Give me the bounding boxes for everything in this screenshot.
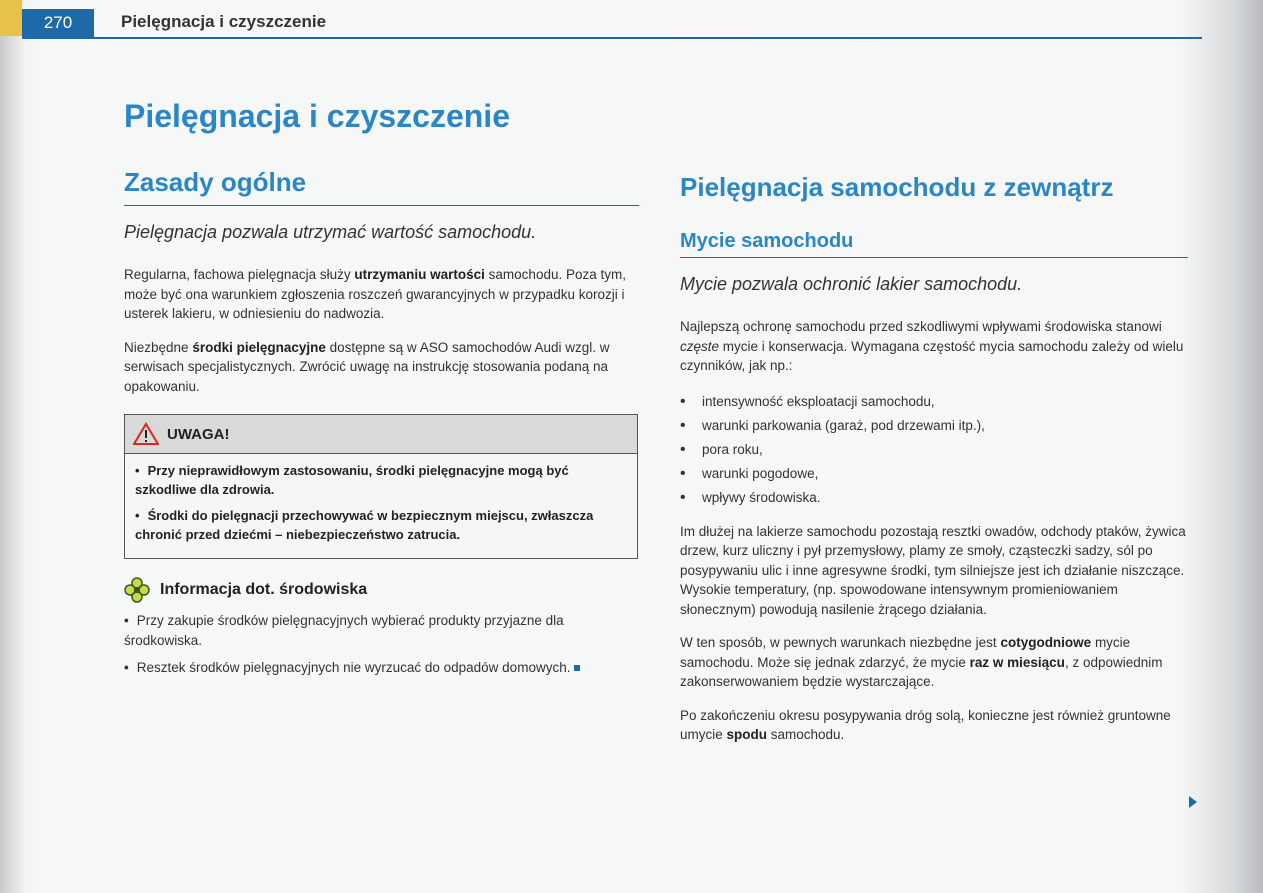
list-item: • wpływy środowiska.	[680, 486, 1188, 510]
flower-icon	[124, 577, 150, 603]
chapter-tab	[0, 0, 22, 36]
binding-edge	[0, 0, 22, 893]
warning-body	[125, 454, 637, 558]
paragraph-frequency: W ten sposób, w pewnych warunkach niezbędne jest cotygodniowe mycie samochodu. Może się jednak zdarzyć, że mycie raz w miesiącu, z odpowiednim zakonserwowaniem będzie wystarczające.	[680, 635, 1163, 689]
subsection-title-washing: Mycie samochodu	[680, 230, 1188, 258]
running-title: Pielęgnacja i czyszczenie	[121, 12, 327, 31]
section-title-general: Zasady ogólne	[124, 165, 639, 206]
environment-item: • Przy zakupie środków pielęgnacyjnych wybierać produkty przyjazne dla środkowiska.	[124, 613, 564, 648]
list-item: • pora roku,	[680, 438, 1188, 462]
warning-triangle-icon	[133, 422, 159, 446]
header-rule	[22, 37, 1202, 39]
factor-list	[680, 390, 1188, 510]
environment-item: • Resztek środków pielęgnacyjnych nie wyrzucać do odpadów domowych.	[124, 658, 639, 678]
warning-box	[124, 414, 638, 559]
page-number: 270	[22, 9, 94, 37]
paragraph-contaminants: Im dłużej na lakierze samochodu pozostają resztki owadów, odchody ptaków, żywica drzew, kurz uliczny i pył przemysłowy, plamy ze smoły, cząsteczki sadzy, sól po posypywaniu ulic i inne agresywne środki, tym silniejsze jest ich działanie niszczące. Wysokie temperatury, (np. spowodowane intensywnym promieniowaniem słonecznym) powodują nasilenie żrącego działania.	[680, 523, 1186, 617]
list-item: • intensywność eksploatacji samochodu,	[680, 390, 1188, 414]
main-title: Pielęgnacja i czyszczenie	[124, 98, 510, 134]
right-column	[680, 170, 1188, 759]
continue-arrow-icon	[1189, 796, 1197, 808]
list-item: • warunki parkowania (garaż, pod drzewami itp.),	[680, 414, 1188, 438]
warning-item: • Środki do pielęgnacji przechowywać w bezpiecznym miejscu, zwłaszcza chronić przed dziećmi – niebezpieczeństwo zatrucia.	[135, 508, 594, 542]
warning-item: • Przy nieprawidłowym zastosowaniu, środki pielęgnacyjne mogą być szkodliwe dla zdrowia.	[135, 463, 569, 497]
paragraph-underbody: Po zakończeniu okresu posypywania dróg solą, konieczne jest również gruntowne umycie spodu samochodu.	[680, 707, 1171, 742]
section-title-exterior: Pielęgnacja samochodu z zewnątrz	[680, 172, 1114, 202]
paragraph-products: Niezbędne środki pielęgnacyjne dostępne są w ASO samochodów Audi wzgl. w serwisach specjalistycznych. Zwrócić uwagę na instrukcję stosowania podaną na opakowaniu.	[124, 339, 610, 394]
lead-general: Pielęgnacja pozwala utrzymać wartość samochodu.	[124, 222, 537, 242]
environment-header	[124, 577, 639, 603]
warning-title: UWAGA!	[167, 425, 230, 443]
left-column	[124, 165, 639, 678]
section-end-icon	[574, 665, 580, 671]
lead-washing: Mycie pozwala ochronić lakier samochodu.	[680, 274, 1023, 294]
warning-header	[125, 415, 637, 454]
environment-title: Informacja dot. środowiska	[160, 581, 368, 598]
paragraph-value: Regularna, fachowa pielęgnacja służy utrzymaniu wartości samochodu. Poza tym, może być ona warunkiem zgłoszenia roszczeń gwarancyjnych w przypadku korozji i usterek lakieru, w odniesieniu do nadwozia.	[124, 267, 626, 321]
paragraph-protection: Najlepszą ochronę samochodu przed szkodliwymi wpływami środowiska stanowi częste mycie i konserwacja. Wymagana częstość mycia samochodu zależy od wielu czynników, jak np.:	[680, 319, 1184, 373]
list-item: • warunki pogodowe,	[680, 462, 1188, 486]
